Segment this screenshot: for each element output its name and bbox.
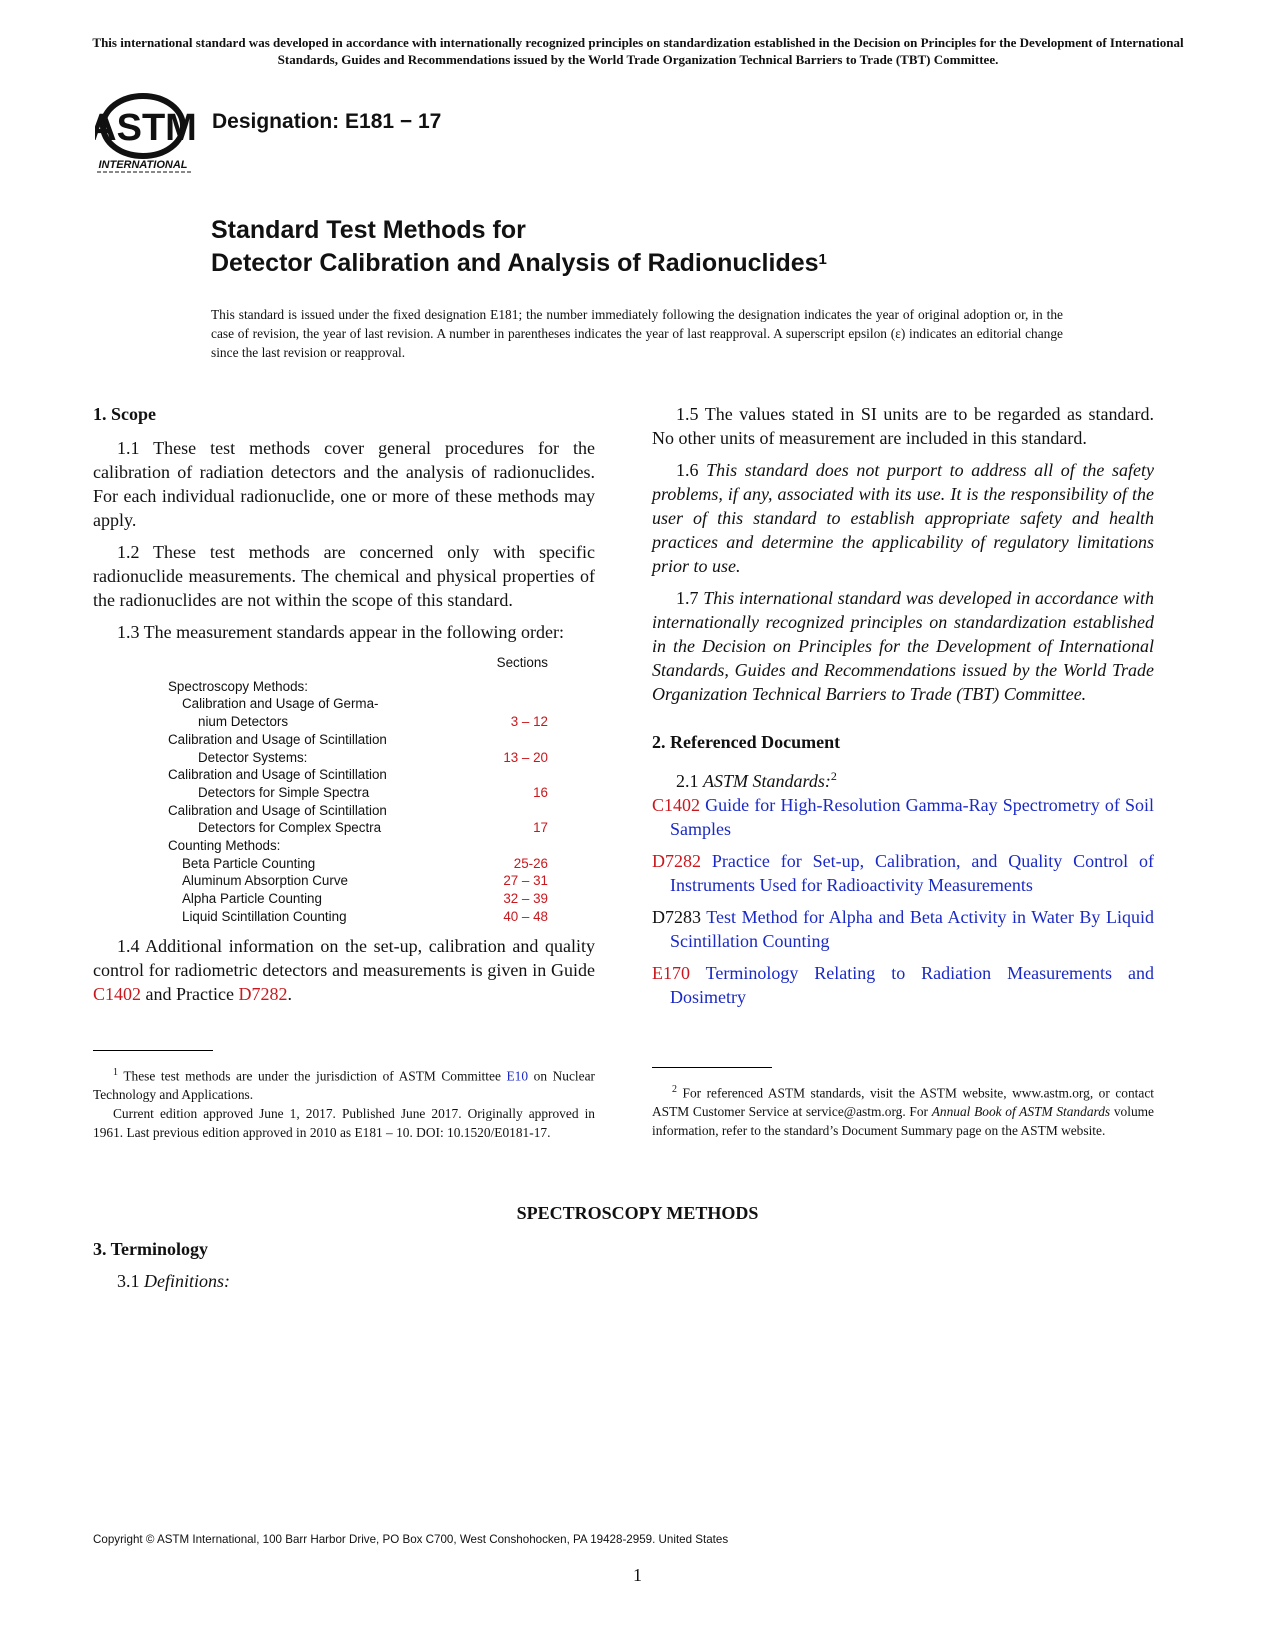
referenced-heading: 2. Referenced Document xyxy=(652,732,841,752)
toc-row: Counting Methods: xyxy=(168,838,281,854)
ref-d7282[interactable] xyxy=(652,849,1154,897)
right-column xyxy=(652,402,1154,1017)
issue-note: This standard is issued under the fixed designation E181; the number immediately following the designation indicates the year of original adoption or, in the case of revision, the year of last revision. A number in parentheses indicates the year of last reapproval. A superscript epsilon (ε) indicates an editorial change since the last revision or reapproval. xyxy=(211,307,1063,360)
toc-row: Calibration and Usage of Germa- xyxy=(182,696,379,712)
para-1-6: 1.6 This standard does not purport to address all of the safety problems, if any, associated with its use. It is the responsibility of the user of this standard to establish appropriate safety and health practices and determine the applicability of regulatory limitations prior to use. xyxy=(652,460,1154,576)
ref-e170[interactable] xyxy=(652,961,1154,1009)
footnote-rule xyxy=(93,1050,213,1051)
ref-code-link[interactable]: C1402 xyxy=(652,795,701,815)
sections-table xyxy=(168,654,548,926)
toc-row[interactable]: Detectors for Simple Spectra 16 xyxy=(198,784,548,800)
toc-section-link[interactable]: 27 – 31 xyxy=(503,873,548,889)
ref-title-link[interactable]: Test Method for Alpha and Beta Activity in Water By Liquid Scintillation Counting xyxy=(670,907,1154,951)
title-footnote-mark: 1 xyxy=(818,251,827,268)
para-1-3: 1.3 The measurement standards appear in the following order: xyxy=(117,622,565,642)
toc-row[interactable]: nium Detectors 3 – 12 xyxy=(198,714,548,730)
para-2-1: 2.1 ASTM Standards:$^2$ xyxy=(676,769,837,791)
astm-logo-icon xyxy=(95,88,195,180)
spectroscopy-methods-heading: SPECTROSCOPY METHODS xyxy=(516,1203,759,1223)
title-line-1: Standard Test Methods for xyxy=(211,216,526,244)
logo-letters: ASTM xyxy=(95,107,195,149)
toc-row[interactable]: Detector Systems: 13 – 20 xyxy=(198,749,548,765)
c1402-link[interactable]: C1402 xyxy=(93,983,142,1004)
toc-row[interactable]: Alpha Particle Counting 32 – 39 xyxy=(182,891,548,907)
toc-row[interactable]: Beta Particle Counting 25-26 xyxy=(182,855,548,871)
left-column xyxy=(93,402,595,1014)
sections-header: Sections xyxy=(496,655,548,670)
title-line-2-text: Detector Calibration and Analysis of Radionuclides xyxy=(211,249,819,277)
toc-row[interactable]: Detectors for Complex Spectra 17 xyxy=(198,820,548,836)
ref-c1402[interactable] xyxy=(652,793,1154,841)
toc-section-link[interactable]: 17 xyxy=(533,820,548,836)
copyright: Copyright © ASTM International, 100 Barr Harbor Drive, PO Box C700, West Conshohocken, PA 19428-2959. United States xyxy=(93,1533,729,1546)
toc-section-link[interactable]: 13 – 20 xyxy=(503,749,548,765)
ref-title-link[interactable]: Terminology Relating to Radiation Measurements and Dosimetry xyxy=(670,963,1154,1007)
footnote-2 xyxy=(652,1067,1154,1140)
d7282-link[interactable]: D7282 xyxy=(238,983,288,1004)
toc-section-link[interactable]: 40 – 48 xyxy=(503,908,548,924)
toc-row: Calibration and Usage of Scintillation xyxy=(168,802,387,818)
footnote-text: $^1$ These test methods are under the jurisdiction of ASTM Committee E10 on Nuclear Technology and Applications. Current edition approved June 1, 2017. Published June 2017. Originally approved in 1961. Last previous edition approved in 2010 as E181 – 10. DOI: 10.1520/E0181-17. xyxy=(93,1067,596,1141)
toc-row: Spectroscopy Methods: xyxy=(168,678,308,694)
toc-row[interactable]: Liquid Scintillation Counting 40 – 48 xyxy=(182,908,548,924)
ref-d7283[interactable] xyxy=(652,905,1154,953)
ref-code-link[interactable]: E170 xyxy=(652,963,690,983)
scope-heading: 1. Scope xyxy=(93,404,156,424)
footnote-1 xyxy=(93,1050,595,1142)
para-1-2: 1.2 These test methods are concerned only with specific radionuclide measurements. The chemical and physical properties of the radionuclides are not within the scope of this standard. xyxy=(93,542,595,610)
title-line-2 xyxy=(211,247,827,280)
ref-code: D7283 xyxy=(652,907,701,927)
astm-logo xyxy=(95,88,195,180)
para-1-1: 1.1 These test methods cover general procedures for the calibration of radiation detectors and the analysis of radionuclides. For each individual radionuclide, one or more of these methods may apply. xyxy=(93,438,595,530)
ref-title-link[interactable]: Guide for High-Resolution Gamma-Ray Spectrometry of Soil Samples xyxy=(670,795,1155,839)
e10-link[interactable]: E10 xyxy=(506,1068,529,1084)
para-1-7: 1.7 This international standard was developed in accordance with internationally recognized principles on standardization established in the Decision on Principles for the Development of International Standards, Guides and Recommendations issued by the World Trade Organization Technical Barriers to Trade (TBT) Committee. xyxy=(652,588,1154,704)
definitions-line: 3.1 Definitions: xyxy=(117,1271,230,1291)
footnote-text: $^2$ For referenced ASTM standards, visit the ASTM website, www.astm.org, or contact ASTM Customer Service at service@astm.org. For Annual Book of ASTM Standards volume information, refer to the standard’s Document Summary page on the ASTM website. xyxy=(652,1084,1154,1139)
para-1-5: 1.5 The values stated in SI units are to be regarded as standard. No other units of measurement are included in this standard. xyxy=(652,404,1154,448)
toc-section-link[interactable]: 25-26 xyxy=(513,855,548,871)
toc-row: Calibration and Usage of Scintillation xyxy=(168,731,387,747)
toc-section-link[interactable]: 32 – 39 xyxy=(503,891,548,907)
logo-subtext: INTERNATIONAL xyxy=(98,159,188,171)
footnote-rule xyxy=(652,1067,772,1068)
page-number: 1 xyxy=(633,1565,642,1585)
document-title xyxy=(211,214,827,280)
toc-section-link[interactable]: 16 xyxy=(533,784,548,800)
toc-row: Calibration and Usage of Scintillation xyxy=(168,767,387,783)
wto-notice: This international standard was developed in accordance with internationally recognized principles on standardization established in the Decision on Principles for the Development of International Standards, Guides and Recommendations issued by the World Trade Organization Technical Barriers to Trade (TBT) Committee. xyxy=(92,35,1184,67)
designation: Designation: E181 − 17 xyxy=(212,110,442,133)
ref-title-link[interactable]: Practice for Set-up, Calibration, and Quality Control of Instruments Used for Radioactivity Measurements xyxy=(670,851,1155,895)
terminology-heading: 3. Terminology xyxy=(93,1239,209,1259)
toc-section-link[interactable]: 3 – 12 xyxy=(510,714,548,730)
para-1-4: 1.4 Additional information on the set-up, calibration and quality control for radiometric detectors and measurements is given in Guide C1402 and Practice D7282. xyxy=(93,935,595,1004)
toc-row[interactable]: Aluminum Absorption Curve 27 – 31 xyxy=(182,873,548,889)
ref-code-link[interactable]: D7282 xyxy=(652,851,701,871)
